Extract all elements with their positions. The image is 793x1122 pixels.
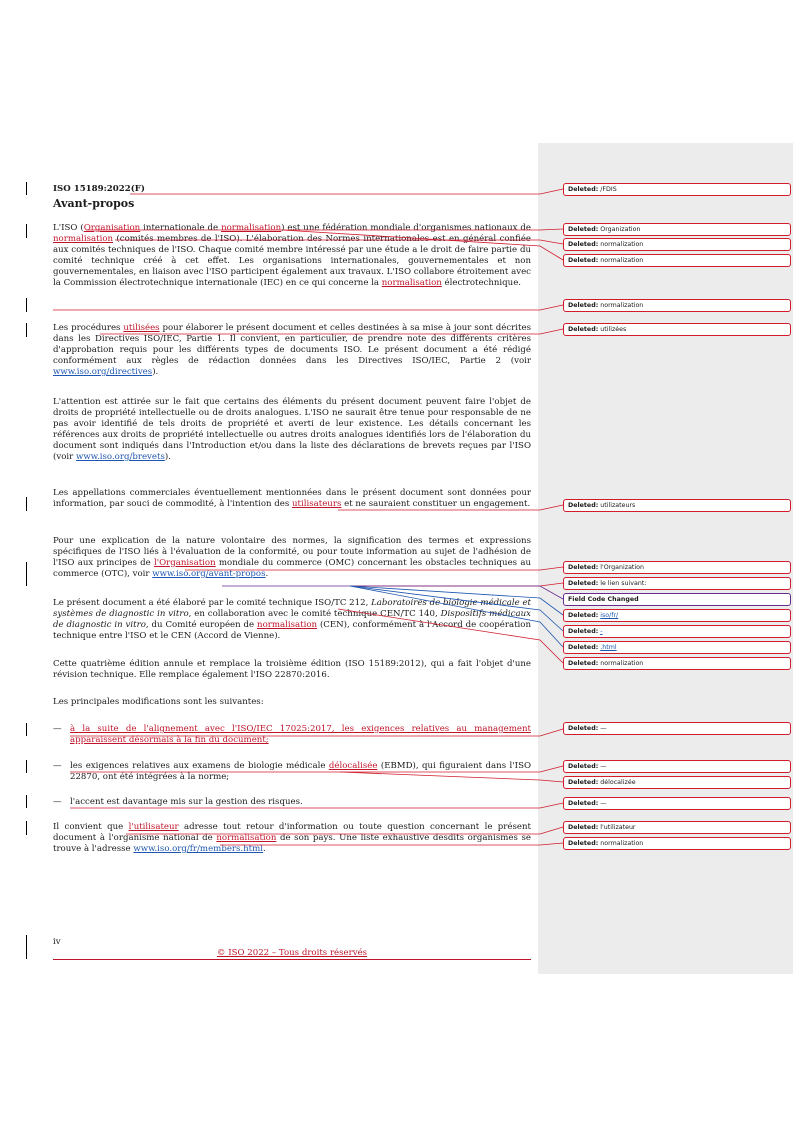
revision-balloon[interactable]: Deleted: Organization	[563, 223, 791, 236]
paragraph-patent-rights: L'attention est attirée sur le fait que certains des éléments du présent document peuvent faire l'objet de droits de propriété intellectuelle ou de droits analogues. L'ISO ne saurait être tenue pour responsable de ne pas avoir identifié de tels droits de propriété et averti de leur existence. Les détails concernant les références aux droits de propriété intellectuelle ou autres droits analogues identifiés lors de l'élaboration du document sont indiqués dans l'Introduction et/ou dans la liste des déclarations de brevets reçues par l'ISO (voir www.iso.org/brevets).	[53, 397, 531, 462]
inserted-text: délocalisée	[328, 761, 378, 771]
document-code: ISO 15189:2022(F)	[53, 184, 145, 194]
brevets-link[interactable]: www.iso.org/brevets	[75, 451, 165, 462]
revision-balloon[interactable]: Deleted: l'Organization	[563, 561, 791, 574]
connector-line	[340, 772, 563, 782]
connector-line	[338, 609, 563, 663]
connector-line	[350, 583, 563, 586]
footer-divider	[53, 959, 531, 960]
connector-line	[70, 803, 563, 808]
inserted-text: normalisation	[257, 619, 318, 630]
revision-balloon[interactable]: Deleted: l'utilizateur	[563, 821, 791, 834]
inserted-text: l'Organisation	[154, 557, 216, 568]
connector-line	[86, 229, 563, 230]
page-title: Avant-propos	[53, 197, 135, 210]
paragraph-procedures: Les procédures utilisées pour élaborer le présent document et celles destinées à sa mise à jour sont décrites dans les Directives ISO/IEC, Partie 1. Il convient, en particulier, de prendre note des différents critères d'approbation requis pour les différents types de documents ISO. Le présent document a été rédigé conformément aux règles de rédaction données dans les Directives ISO/IEC, Partie 2 (voir www.iso.org/directives).	[53, 323, 531, 377]
page-number: iv	[53, 937, 61, 947]
revision-balloon[interactable]: Deleted: utilizateurs	[563, 499, 791, 512]
revision-balloon[interactable]: Deleted: normalization	[563, 837, 791, 850]
connector-line	[185, 567, 563, 570]
paragraph-edition: Cette quatrième édition annule et remplace la troisième édition (ISO 15189:2012), qui a fait l'objet d'une révision technique. Elle remplace également l'ISO 22870:2016.	[53, 659, 531, 680]
connector-line	[100, 329, 563, 334]
revision-balloon[interactable]: Deleted: —	[563, 722, 791, 735]
paragraph-committee: Le présent document a été élaboré par le comité technique ISO/TC 212, Laboratoires de biologie médicale et systèmes de diagnostic in vitro, en collaboration avec le comité technique CEN/TC 140, Dispositifs médicaux de diagnostic in vitro, du Comité européen de normalisation (CEN), conformément à l'Accord de coopération technique entre l'ISO et le CEN (Accord de Vienne).	[53, 598, 531, 641]
list-item: — les exigences relatives aux examens de biologie médicale délocalisée (EBMD), qui figuraient dans l'ISO 22870, ont été intégrées à la norme;	[53, 761, 531, 782]
revision-balloon[interactable]: Deleted: iso/fr/	[563, 609, 791, 622]
connector-line	[70, 729, 563, 736]
revision-balloon[interactable]: Deleted: —	[563, 760, 791, 773]
paragraph-organisation: L'ISO (Organisation internationale de normalisation) est une fédération mondiale d'organismes nationaux de normalisation (comités membres de l'ISO). L'élaboration des Normes internationales est en général confiée aux comités techniques de l'ISO. Chaque comité membre intéressé par une étude a le droit de faire partie du comité technique créé à cet effet. Les organisations internationales, gouvernementales et non gouvernementales, en liaison avec l'ISO participent également aux travaux. L'ISO collabore étroitement avec la Commission électrotechnique internationale (IEC) en ce qui concerne la normalisation électrotechnique.	[53, 223, 531, 288]
list-item: — l'accent est davantage mis sur la gestion des risques.	[53, 797, 303, 807]
connector-line	[70, 766, 563, 772]
revision-balloon[interactable]: Deleted: normalization	[563, 254, 791, 267]
revision-balloon[interactable]: Deleted: normalization	[563, 238, 791, 251]
paragraph-modifications-intro: Les principales modifications sont les suivantes:	[53, 697, 264, 707]
inserted-text: normalisation	[53, 233, 114, 244]
directives-link[interactable]: www.iso.org/directives	[53, 366, 153, 377]
connector-line	[53, 305, 563, 310]
connector-line	[130, 189, 563, 194]
connector-line	[220, 843, 563, 845]
connector-line	[338, 505, 563, 510]
inserted-text: utilisées	[123, 323, 160, 333]
revision-balloon[interactable]: Deleted: /FDIS	[563, 183, 791, 196]
inserted-text: normalisation	[221, 223, 282, 233]
inserted-text: l'utilisateur	[128, 822, 179, 832]
connector-line	[282, 230, 563, 260]
paragraph-trade-names: Les appellations commerciales éventuellement mentionnées dans le présent document sont données pour information, par souci de commodité, à l'intention des utilisateurs et ne sauraient constituer un engagement.	[53, 488, 531, 509]
copyright-footer: © ISO 2022 – Tous droits réservés	[216, 948, 368, 958]
inserted-text: normalisation	[381, 277, 442, 288]
paragraph-voluntary-nature: Pour une explication de la nature volontaire des normes, la signification des termes et expressions spécifiques de l'ISO liés à l'évaluation de la conformité, ou pour toute information au sujet de l'adhésion de l'ISO aux principes de l'Organisation mondiale du commerce (OMC) concernant les obstacles techniques au commerce (OTC), voir www.iso.org/avant-propos.	[53, 536, 531, 579]
inserted-text: normalisation	[216, 832, 277, 843]
revision-balloon[interactable]: Deleted: le lien suivant:	[563, 577, 791, 590]
revision-balloon[interactable]: Deleted: utilizées	[563, 323, 791, 336]
connector-line	[222, 586, 563, 599]
revision-balloon[interactable]: Deleted: .html	[563, 641, 791, 654]
inserted-text: utilisateurs	[292, 498, 342, 509]
revision-balloon[interactable]: Deleted: —	[563, 797, 791, 810]
avant-propos-link[interactable]: www.iso.org/avant-propos	[152, 568, 266, 579]
format-change-balloon[interactable]: Field Code Changed	[563, 593, 791, 606]
list-item: — à la suite de l'alignement avec l'ISO/IEC 17025:2017, les exigences relatives au management apparaissent désormais à la fin du document;	[53, 724, 531, 745]
revision-balloon[interactable]: Deleted: normalization	[563, 299, 791, 312]
revision-balloon[interactable]: Deleted: -	[563, 625, 791, 638]
revision-balloon[interactable]: Deleted: délocalizée	[563, 776, 791, 789]
paragraph-feedback: Il convient que l'utilisateur adresse tout retour d'information ou toute question concernant le présent document à l'organisme national de normalisation de son pays. Une liste exhaustive desdits organismes se trouve à l'adresse www.iso.org/fr/members.html.	[53, 822, 531, 854]
inserted-text: Organisation	[83, 223, 141, 233]
members-link[interactable]: www.iso.org/fr/members.html	[133, 843, 264, 854]
revision-balloon[interactable]: Deleted: normalization	[563, 657, 791, 670]
connector-line	[350, 586, 563, 647]
connector-line	[126, 827, 563, 834]
